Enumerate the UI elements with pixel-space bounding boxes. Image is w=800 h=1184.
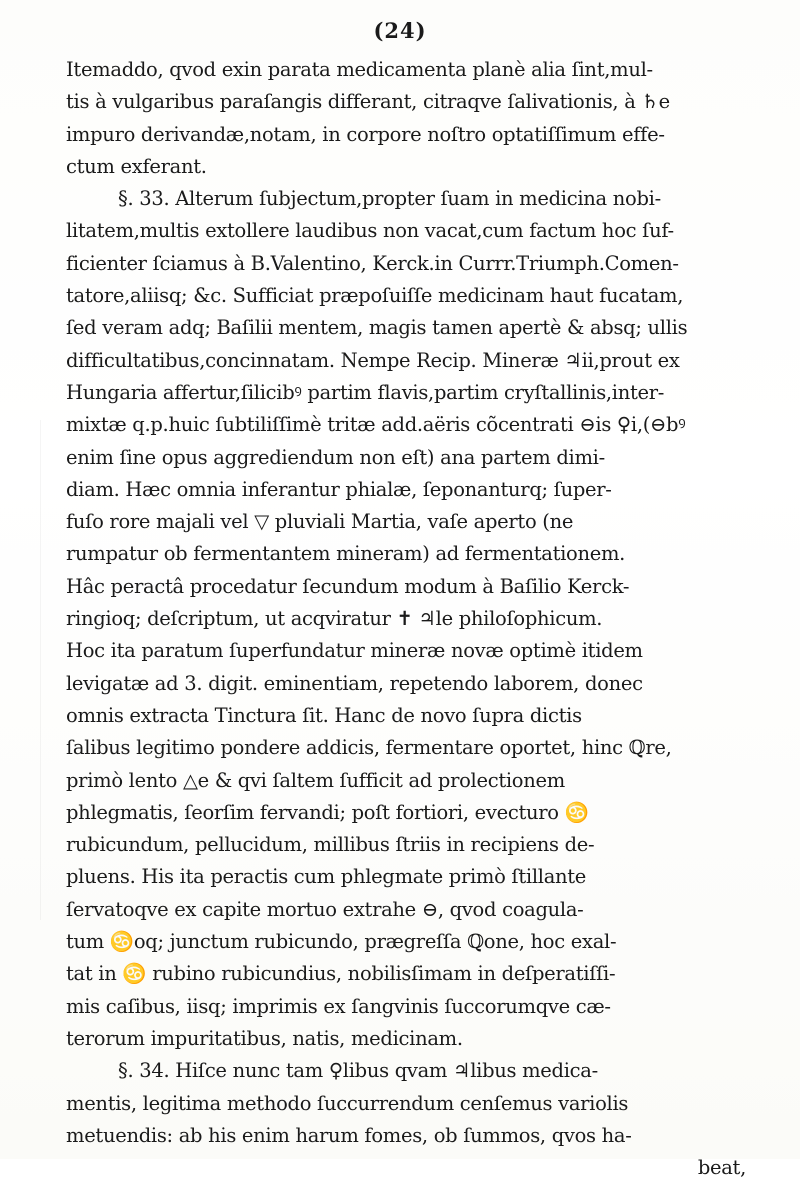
text-line: ſed veram adq; Baſilii mentem, magis tamen apertè & absq; ullis — [66, 316, 688, 340]
text-line: Hoc ita paratum ſuperfundatur mineræ novæ optimè itidem — [66, 639, 643, 663]
text-line: tum ♋oq; junctum rubicundo, prægreſſa ℚone, hoc exal- — [66, 930, 617, 954]
text-line: ſervatoqve ex capite mortuo extrahe ⊖, qvod coagula- — [66, 897, 584, 921]
text-line: impuro derivandæ,notam, in corpore noſtro optatiſſimum effe- — [66, 122, 665, 146]
text-line: mentis, legitima methodo ſuccurrendum cenſemus variolis — [66, 1091, 629, 1115]
text-line: omnis extracta Tinctura ſit. Hanc de novo ſupra dictis — [66, 703, 582, 727]
text-line: mixtæ q.p.huic ſubtiliſſimè tritæ add.aëris cõcentrati ⊖is ♀i,(⊖bꝰ — [66, 413, 686, 437]
text-line: rubicundum, pellucidum, millibus ſtriis in recipiens de- — [66, 833, 595, 857]
text-line: ringioq; deſcriptum, ut acqviratur ✝ ♃le philoſophicum. — [66, 607, 603, 631]
body-text — [66, 54, 746, 1184]
text-line: terorum impuritatibus, natis, medicinam. — [66, 1026, 463, 1050]
paragraph-start-line: §. 34. Hiſce nunc tam ♀libus qvam ♃libus medica- — [118, 1059, 598, 1083]
text-line: pluens. His ita peractis cum phlegmate primò ſtillante — [66, 865, 587, 889]
text-line: Hungaria affertur,ſilicibꝰ partim flavis,partim cryſtallinis,inter- — [66, 380, 665, 404]
page-number: (24) — [373, 18, 427, 43]
text-line: difficultatibus,concinnatam. Nempe Recip. Mineræ ♃ii,prout ex — [66, 348, 680, 372]
text-line: Itemaddo, qvod exin parata medicamenta planè alia ſint,mul- — [66, 58, 653, 81]
text-line: metuendis: ab his enim harum fomes, ob ſummos, qvos ha- — [66, 1123, 632, 1147]
text-line: fuſo rore majali vel ▽ pluviali Martia, vaſe aperto (ne — [66, 510, 574, 534]
text-line: primò lento △e & qvi ſaltem ſufficit ad prolectionem — [66, 768, 565, 792]
text-line: tat in ♋ rubino rubicundius, nobilisſimam in deſperatiſſi- — [66, 962, 616, 986]
text-line: rumpatur ob fermentantem mineram) ad fermentationem. — [66, 542, 626, 566]
text-line: litatem,multis extollere laudibus non vacat,cum factum hoc ſuf- — [66, 219, 674, 243]
text-line: tis à vulgaribus paraſangis differant, citraqve ſalivationis, à ♄e — [66, 90, 670, 114]
text-line: diam. Hæc omnia inferantur phialæ, ſeponanturq; ſuper- — [66, 477, 612, 501]
text-line: phlegmatis, ſeorſim fervandi; poſt fortiori, evecturo ♋ — [66, 800, 589, 824]
paragraph-start-line: §. 33. Alterum ſubjectum,propter ſuam in medicina nobi- — [118, 187, 661, 211]
text-line: tatore,aliisq; &c. Sufficiat præpoſuiſſe medicinam haut fucatam, — [66, 284, 684, 308]
text-line: ficienter ſciamus à B.Valentino, Kerck.in Currr.Triumph.Comen- — [66, 251, 679, 275]
text-line: ſalibus legitimo pondere addicis, fermentare oportet, hinc ℚre, — [66, 736, 672, 760]
page-margin-shadow — [0, 420, 41, 920]
text-line: enim ſine opus aggrediendum non eſt) ana partem dimi- — [66, 445, 605, 469]
text-line: mis caſibus, iisq; imprimis ex ſangvinis ſuccorumqve cæ- — [66, 994, 611, 1018]
text-line: Hâc peractâ procedatur ſecundum modum à Baſilio Kerck- — [66, 574, 630, 598]
text-line: ctum exferant. — [66, 154, 207, 178]
catchword: beat, — [697, 1156, 746, 1180]
text-line: levigatæ ad 3. digit. eminentiam, repetendo laborem, donec — [66, 671, 643, 695]
